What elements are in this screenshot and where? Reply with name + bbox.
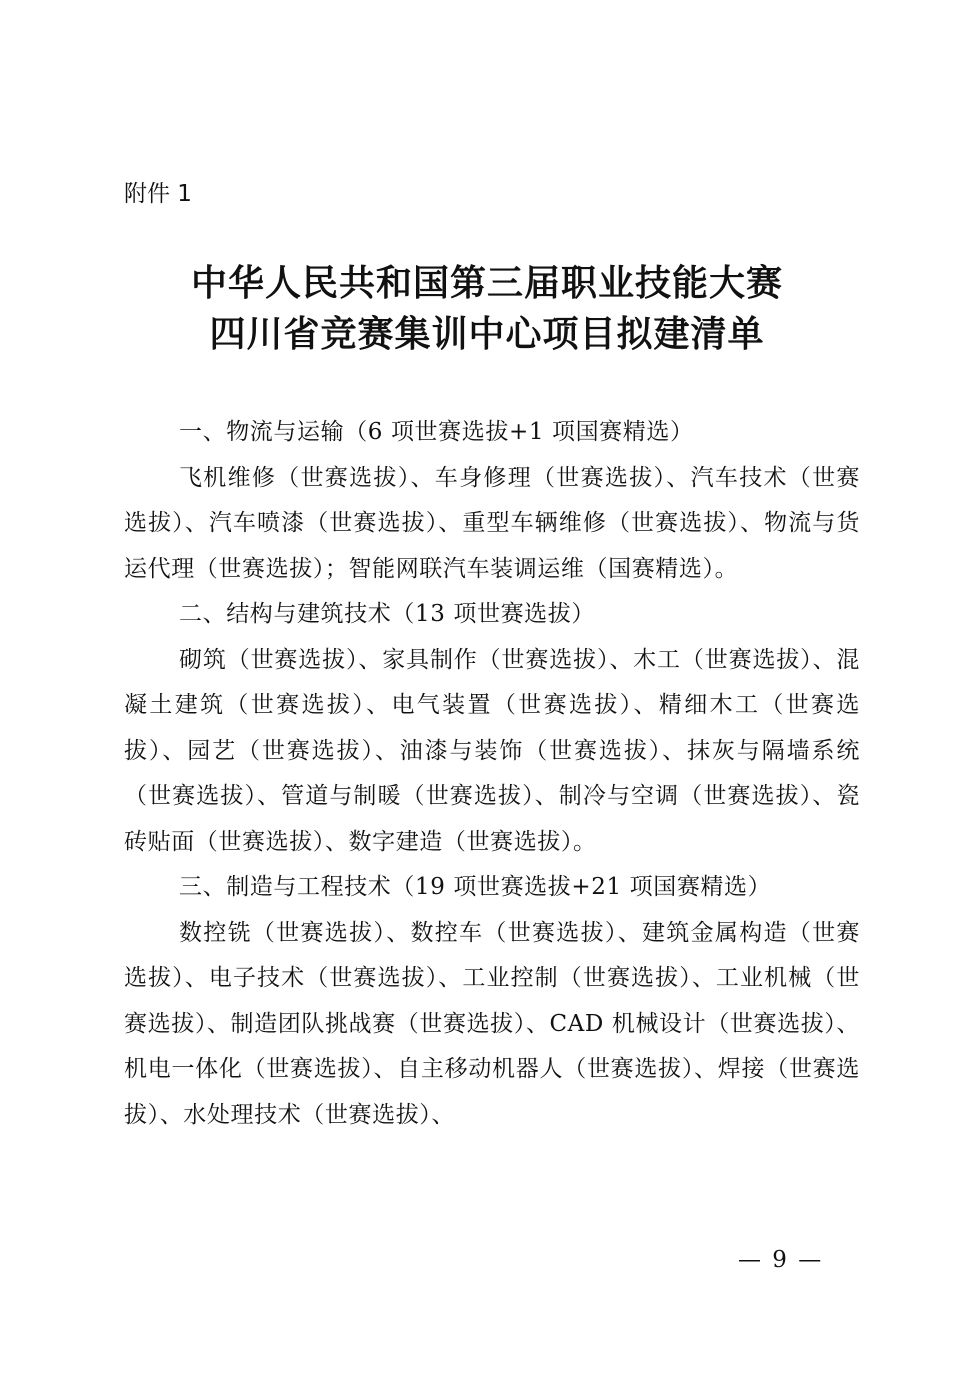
section-items-construction: 砌筑（世赛选拔）、家具制作（世赛选拔）、木工（世赛选拔）、混凝土建筑（世赛选拔）、电气装置（世赛选拔）、精细木工（世赛选拔）、园艺（世赛选拔）、油漆与装饰（世赛选拔）、抹灰与隔墙系统（世赛选拔）、管道与制暖（世赛选拔）、制冷与空调（世赛选拔）、瓷砖贴面（世赛选拔）、数字建造（世赛选拔）。 [124,646,860,855]
section-items-manufacturing: 数控铣（世赛选拔）、数控车（世赛选拔）、建筑金属构造（世赛选拔）、电子技术（世赛选拔）、工业控制（世赛选拔）、工业机械（世赛选拔）、制造团队挑战赛（世赛选拔）、CAD 机械设计（世赛选拔）、机电一体化（世赛选拔）、自主移动机器人（世赛选拔）、焊接（世赛选拔）、水处理技术（世赛选拔）、 [124,919,860,1128]
section-heading-label: 三、制造与工程技术 [179,874,392,900]
section-count: （19 项世赛选拔+21 项国赛精选） [391,874,772,900]
section-heading-label: 二、结构与建筑技术 [179,601,392,627]
document-title-line-2: 四川省竞赛集训中心项目拟建清单 [209,314,765,355]
section-count: （6 项世赛选拔+1 项国赛精选） [344,419,694,445]
section-heading-label: 一、物流与运输 [179,419,345,445]
document-body [124,410,860,1138]
page-number: — 9 — [738,1247,824,1273]
section-count: （13 项世赛选拔） [391,601,595,627]
attachment-label: 附件 1 [124,181,192,207]
document-title-line-1: 中华人民共和国第三届职业技能大赛 [190,263,783,304]
section-heading-logistics [124,410,860,456]
section-heading-construction [124,592,860,638]
section-heading-manufacturing [124,865,860,911]
section-items-logistics: 飞机维修（世赛选拔）、车身修理（世赛选拔）、汽车技术（世赛选拔）、汽车喷漆（世赛选拔）、重型车辆维修（世赛选拔）、物流与货运代理（世赛选拔）；智能网联汽车装调运维（国赛精选）。 [124,464,860,582]
